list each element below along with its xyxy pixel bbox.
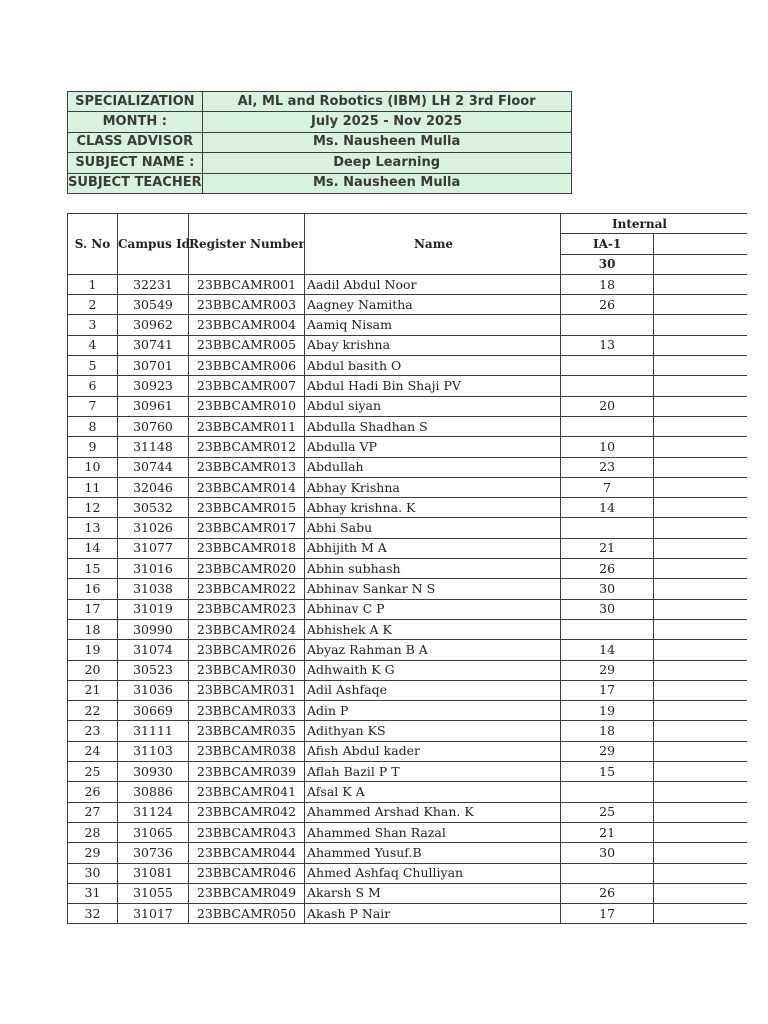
marks-table-body	[68, 274, 748, 924]
cell-name: Afish Abdul kader	[305, 741, 561, 761]
cell-sno: 8	[68, 416, 118, 436]
cell-ia1	[561, 863, 654, 883]
cell-ia1: 26	[561, 883, 654, 903]
cell-ia1: 23	[561, 457, 654, 477]
table-row	[68, 883, 748, 903]
cell-campus-id: 30549	[118, 295, 189, 315]
cell-register-number: 23BBCAMR007	[189, 376, 305, 396]
cell-empty	[654, 437, 747, 457]
table-row	[68, 579, 748, 599]
cell-campus-id: 30961	[118, 396, 189, 416]
cell-campus-id: 30990	[118, 619, 189, 639]
cell-sno: 1	[68, 274, 118, 294]
cell-ia1: 30	[561, 599, 654, 619]
info-label: MONTH :	[68, 112, 203, 132]
cell-ia1: 21	[561, 822, 654, 842]
cell-sno: 18	[68, 619, 118, 639]
cell-name: Abhishek A K	[305, 619, 561, 639]
cell-sno: 5	[68, 356, 118, 376]
cell-sno: 10	[68, 457, 118, 477]
cell-ia1: 21	[561, 538, 654, 558]
cell-register-number: 23BBCAMR038	[189, 741, 305, 761]
cell-name: Abay krishna	[305, 335, 561, 355]
cell-ia1	[561, 619, 654, 639]
cell-register-number: 23BBCAMR005	[189, 335, 305, 355]
cell-empty	[654, 822, 747, 842]
cell-name: Aagney Namitha	[305, 295, 561, 315]
cell-empty	[654, 660, 747, 680]
cell-name: Abdul basith O	[305, 356, 561, 376]
cell-ia1: 7	[561, 477, 654, 497]
header-empty	[654, 234, 747, 254]
table-row	[68, 376, 748, 396]
cell-name: Abdullah	[305, 457, 561, 477]
info-row	[68, 153, 572, 173]
cell-name: Abhijith M A	[305, 538, 561, 558]
table-row	[68, 559, 748, 579]
cell-empty	[654, 295, 747, 315]
info-row	[68, 92, 572, 112]
table-row	[68, 822, 748, 842]
cell-sno: 19	[68, 640, 118, 660]
cell-empty	[654, 396, 747, 416]
cell-register-number: 23BBCAMR022	[189, 579, 305, 599]
table-row	[68, 274, 748, 294]
table-row	[68, 437, 748, 457]
cell-sno: 22	[68, 701, 118, 721]
cell-ia1: 14	[561, 640, 654, 660]
cell-empty	[654, 498, 747, 518]
header-sno: S. No	[68, 214, 118, 275]
cell-campus-id: 30930	[118, 762, 189, 782]
info-label: CLASS ADVISOR	[68, 132, 203, 152]
table-row	[68, 782, 748, 802]
header-ia1-max: 30	[561, 254, 654, 274]
cell-name: Adhwaith K G	[305, 660, 561, 680]
header-ia1: IA-1	[561, 234, 654, 254]
table-row	[68, 904, 748, 924]
cell-campus-id: 31026	[118, 518, 189, 538]
cell-sno: 32	[68, 904, 118, 924]
cell-empty	[654, 904, 747, 924]
cell-sno: 13	[68, 518, 118, 538]
info-value: Ms. Nausheen Mulla	[202, 173, 571, 193]
cell-empty	[654, 883, 747, 903]
cell-register-number: 23BBCAMR004	[189, 315, 305, 335]
cell-ia1: 30	[561, 579, 654, 599]
cell-name: Akash P Nair	[305, 904, 561, 924]
cell-campus-id: 32231	[118, 274, 189, 294]
cell-sno: 11	[68, 477, 118, 497]
header-register-number: Register Number	[189, 214, 305, 275]
cell-ia1: 25	[561, 802, 654, 822]
cell-ia1: 15	[561, 762, 654, 782]
cell-name: Abdul Hadi Bin Shaji PV	[305, 376, 561, 396]
cell-campus-id: 30760	[118, 416, 189, 436]
info-value: July 2025 - Nov 2025	[202, 112, 571, 132]
cell-name: Ahmed Ashfaq Chulliyan	[305, 863, 561, 883]
cell-register-number: 23BBCAMR018	[189, 538, 305, 558]
cell-sno: 12	[68, 498, 118, 518]
cell-sno: 9	[68, 437, 118, 457]
cell-name: Ahammed Shan Razal	[305, 822, 561, 842]
marks-sheet-viewport	[67, 213, 667, 933]
cell-sno: 31	[68, 883, 118, 903]
cell-sno: 30	[68, 863, 118, 883]
cell-campus-id: 32046	[118, 477, 189, 497]
table-row	[68, 477, 748, 497]
cell-campus-id: 31103	[118, 741, 189, 761]
cell-campus-id: 30736	[118, 843, 189, 863]
cell-campus-id: 30923	[118, 376, 189, 396]
table-row	[68, 356, 748, 376]
cell-register-number: 23BBCAMR001	[189, 274, 305, 294]
table-row	[68, 335, 748, 355]
cell-register-number: 23BBCAMR006	[189, 356, 305, 376]
cell-register-number: 23BBCAMR024	[189, 619, 305, 639]
cell-name: Abhay krishna. K	[305, 498, 561, 518]
cell-campus-id: 31111	[118, 721, 189, 741]
cell-name: Abhinav Sankar N S	[305, 579, 561, 599]
cell-ia1: 29	[561, 741, 654, 761]
cell-ia1: 13	[561, 335, 654, 355]
cell-sno: 29	[68, 843, 118, 863]
header-empty	[654, 254, 747, 274]
course-info-body	[68, 92, 572, 194]
cell-name: Abdulla VP	[305, 437, 561, 457]
cell-register-number: 23BBCAMR030	[189, 660, 305, 680]
table-row	[68, 762, 748, 782]
cell-ia1	[561, 356, 654, 376]
table-row	[68, 721, 748, 741]
cell-empty	[654, 559, 747, 579]
cell-campus-id: 30669	[118, 701, 189, 721]
cell-register-number: 23BBCAMR026	[189, 640, 305, 660]
cell-register-number: 23BBCAMR050	[189, 904, 305, 924]
cell-name: Abhin subhash	[305, 559, 561, 579]
table-row	[68, 457, 748, 477]
table-row	[68, 741, 748, 761]
cell-campus-id: 31036	[118, 680, 189, 700]
cell-sno: 17	[68, 599, 118, 619]
cell-empty	[654, 863, 747, 883]
table-row	[68, 680, 748, 700]
cell-sno: 20	[68, 660, 118, 680]
info-label: SUBJECT TEACHER	[68, 173, 203, 193]
cell-empty	[654, 274, 747, 294]
course-info-table	[67, 91, 572, 194]
cell-ia1: 17	[561, 680, 654, 700]
table-row	[68, 843, 748, 863]
info-value: Deep Learning	[202, 153, 571, 173]
cell-empty	[654, 680, 747, 700]
cell-sno: 26	[68, 782, 118, 802]
cell-campus-id: 31055	[118, 883, 189, 903]
cell-empty	[654, 416, 747, 436]
cell-register-number: 23BBCAMR043	[189, 822, 305, 842]
cell-empty	[654, 762, 747, 782]
cell-empty	[654, 356, 747, 376]
cell-ia1: 18	[561, 721, 654, 741]
cell-empty	[654, 477, 747, 497]
table-row	[68, 396, 748, 416]
cell-campus-id: 31016	[118, 559, 189, 579]
cell-campus-id: 31081	[118, 863, 189, 883]
cell-campus-id: 30886	[118, 782, 189, 802]
cell-ia1: 10	[561, 437, 654, 457]
cell-campus-id: 30744	[118, 457, 189, 477]
cell-campus-id: 30962	[118, 315, 189, 335]
cell-empty	[654, 782, 747, 802]
cell-campus-id: 31017	[118, 904, 189, 924]
cell-empty	[654, 741, 747, 761]
cell-empty	[654, 802, 747, 822]
cell-empty	[654, 640, 747, 660]
header-row-top	[68, 214, 748, 234]
cell-empty	[654, 619, 747, 639]
table-row	[68, 863, 748, 883]
cell-empty	[654, 376, 747, 396]
cell-empty	[654, 721, 747, 741]
cell-register-number: 23BBCAMR011	[189, 416, 305, 436]
marks-table	[67, 213, 747, 924]
cell-ia1: 26	[561, 295, 654, 315]
cell-campus-id: 31038	[118, 579, 189, 599]
cell-ia1	[561, 315, 654, 335]
cell-sno: 2	[68, 295, 118, 315]
cell-name: Adin P	[305, 701, 561, 721]
cell-empty	[654, 518, 747, 538]
cell-name: Abdul siyan	[305, 396, 561, 416]
cell-ia1: 14	[561, 498, 654, 518]
cell-empty	[654, 538, 747, 558]
cell-campus-id: 31065	[118, 822, 189, 842]
cell-name: Abhinav C P	[305, 599, 561, 619]
cell-register-number: 23BBCAMR033	[189, 701, 305, 721]
table-row	[68, 416, 748, 436]
cell-sno: 21	[68, 680, 118, 700]
cell-ia1: 19	[561, 701, 654, 721]
table-row	[68, 599, 748, 619]
cell-ia1: 20	[561, 396, 654, 416]
cell-register-number: 23BBCAMR014	[189, 477, 305, 497]
table-row	[68, 315, 748, 335]
cell-sno: 28	[68, 822, 118, 842]
header-name: Name	[305, 214, 561, 275]
cell-empty	[654, 579, 747, 599]
cell-name: Akarsh S M	[305, 883, 561, 903]
cell-register-number: 23BBCAMR023	[189, 599, 305, 619]
table-row	[68, 619, 748, 639]
cell-register-number: 23BBCAMR046	[189, 863, 305, 883]
cell-campus-id: 31077	[118, 538, 189, 558]
cell-ia1	[561, 376, 654, 396]
cell-name: Ahammed Arshad Khan. K	[305, 802, 561, 822]
cell-empty	[654, 843, 747, 863]
cell-register-number: 23BBCAMR003	[189, 295, 305, 315]
cell-ia1: 17	[561, 904, 654, 924]
table-row	[68, 295, 748, 315]
cell-sno: 3	[68, 315, 118, 335]
cell-campus-id: 31019	[118, 599, 189, 619]
cell-sno: 7	[68, 396, 118, 416]
cell-sno: 25	[68, 762, 118, 782]
cell-empty	[654, 457, 747, 477]
cell-register-number: 23BBCAMR042	[189, 802, 305, 822]
table-row	[68, 518, 748, 538]
cell-name: Afsal K A	[305, 782, 561, 802]
cell-name: Abyaz Rahman B A	[305, 640, 561, 660]
cell-name: Aadil Abdul Noor	[305, 274, 561, 294]
cell-campus-id: 30532	[118, 498, 189, 518]
cell-campus-id: 31124	[118, 802, 189, 822]
cell-name: Adil Ashfaqe	[305, 680, 561, 700]
cell-ia1	[561, 518, 654, 538]
cell-name: Ahammed Yusuf.B	[305, 843, 561, 863]
table-row	[68, 701, 748, 721]
cell-empty	[654, 335, 747, 355]
cell-register-number: 23BBCAMR039	[189, 762, 305, 782]
cell-campus-id: 31148	[118, 437, 189, 457]
cell-empty	[654, 599, 747, 619]
cell-sno: 4	[68, 335, 118, 355]
info-label: SUBJECT NAME :	[68, 153, 203, 173]
cell-name: Abhi Sabu	[305, 518, 561, 538]
header-campus-id: Campus Id	[118, 214, 189, 275]
table-row	[68, 498, 748, 518]
cell-sno: 16	[68, 579, 118, 599]
info-row	[68, 173, 572, 193]
cell-register-number: 23BBCAMR010	[189, 396, 305, 416]
cell-register-number: 23BBCAMR041	[189, 782, 305, 802]
cell-sno: 14	[68, 538, 118, 558]
cell-sno: 24	[68, 741, 118, 761]
cell-register-number: 23BBCAMR049	[189, 883, 305, 903]
info-row	[68, 112, 572, 132]
cell-ia1	[561, 416, 654, 436]
cell-register-number: 23BBCAMR015	[189, 498, 305, 518]
cell-campus-id: 31074	[118, 640, 189, 660]
cell-register-number: 23BBCAMR020	[189, 559, 305, 579]
cell-name: Aamiq Nisam	[305, 315, 561, 335]
cell-ia1: 26	[561, 559, 654, 579]
cell-ia1: 29	[561, 660, 654, 680]
cell-ia1: 30	[561, 843, 654, 863]
cell-name: Abhay Krishna	[305, 477, 561, 497]
cell-campus-id: 30523	[118, 660, 189, 680]
cell-name: Adithyan KS	[305, 721, 561, 741]
table-row	[68, 538, 748, 558]
cell-register-number: 23BBCAMR035	[189, 721, 305, 741]
header-internal-group: Internal	[561, 214, 748, 234]
cell-register-number: 23BBCAMR013	[189, 457, 305, 477]
cell-campus-id: 30741	[118, 335, 189, 355]
cell-sno: 23	[68, 721, 118, 741]
cell-register-number: 23BBCAMR012	[189, 437, 305, 457]
cell-empty	[654, 315, 747, 335]
cell-ia1	[561, 782, 654, 802]
cell-name: Abdulla Shadhan S	[305, 416, 561, 436]
cell-ia1: 18	[561, 274, 654, 294]
cell-campus-id: 30701	[118, 356, 189, 376]
table-row	[68, 640, 748, 660]
cell-name: Aflah Bazil P T	[305, 762, 561, 782]
table-row	[68, 660, 748, 680]
cell-register-number: 23BBCAMR044	[189, 843, 305, 863]
cell-sno: 27	[68, 802, 118, 822]
cell-empty	[654, 701, 747, 721]
cell-sno: 6	[68, 376, 118, 396]
cell-sno: 15	[68, 559, 118, 579]
info-row	[68, 132, 572, 152]
info-value: AI, ML and Robotics (IBM) LH 2 3rd Floor	[202, 92, 571, 112]
table-row	[68, 802, 748, 822]
info-value: Ms. Nausheen Mulla	[202, 132, 571, 152]
cell-register-number: 23BBCAMR017	[189, 518, 305, 538]
cell-register-number: 23BBCAMR031	[189, 680, 305, 700]
info-label: SPECIALIZATION	[68, 92, 203, 112]
